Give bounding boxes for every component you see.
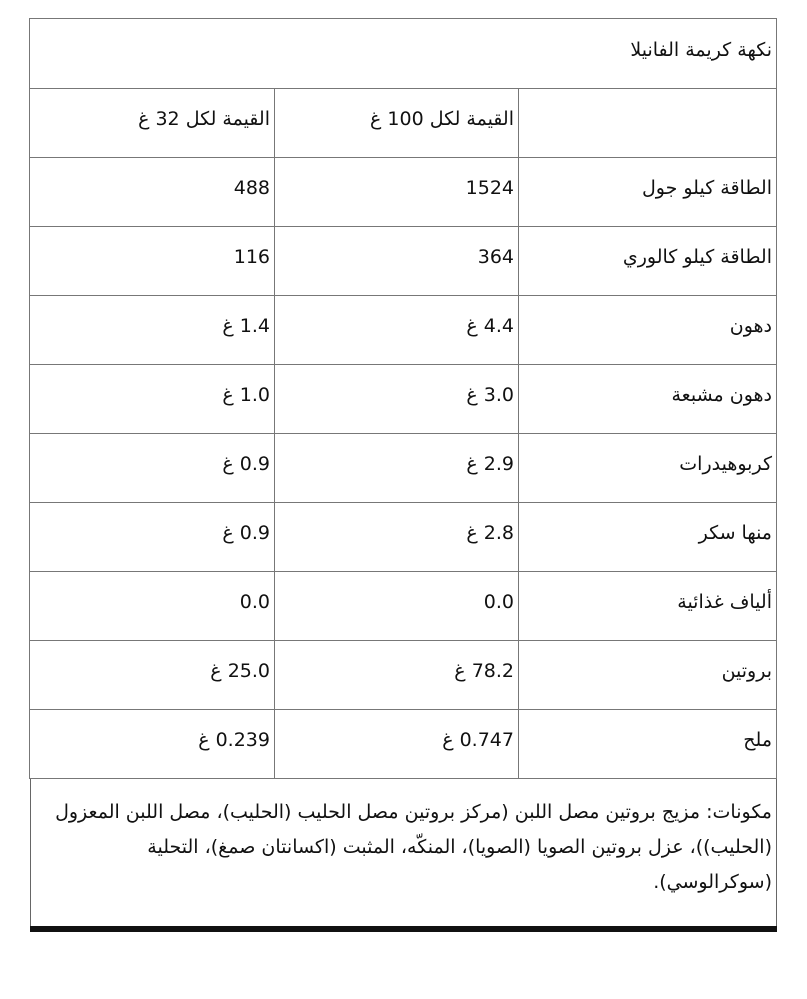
nutrition-table (29, 18, 777, 779)
value-per-100: 78.2 غ (275, 641, 519, 710)
value-per-32: 25.0 غ (29, 641, 274, 710)
value-per-32: 0.239 غ (29, 710, 274, 779)
product-title: نكهة كريمة الفانيلا (29, 19, 776, 89)
value-per-100: 2.9 غ (275, 434, 519, 503)
table-row (29, 572, 776, 641)
value-per-100: 4.4 غ (275, 296, 519, 365)
value-per-32: 0.0 (29, 572, 274, 641)
value-per-32: 0.9 غ (29, 503, 274, 572)
title-row (29, 19, 776, 89)
table-row (29, 158, 776, 227)
header-per-100: القيمة لكل 100 غ (275, 89, 519, 158)
value-per-100: 0.747 غ (275, 710, 519, 779)
table-row (29, 227, 776, 296)
value-per-32: 1.4 غ (29, 296, 274, 365)
value-per-100: 1524 (275, 158, 519, 227)
value-per-100: 0.0 (275, 572, 519, 641)
value-per-100: 3.0 غ (275, 365, 519, 434)
header-per-32: القيمة لكل 32 غ (29, 89, 274, 158)
value-per-100: 364 (275, 227, 519, 296)
table-row (29, 434, 776, 503)
table-row (29, 710, 776, 779)
nutrition-sheet (30, 18, 777, 932)
header-nutrient (519, 89, 777, 158)
value-per-32: 488 (29, 158, 274, 227)
header-row (29, 89, 776, 158)
nutrient-name: دهون مشبعة (519, 365, 777, 434)
value-per-32: 1.0 غ (29, 365, 274, 434)
nutrient-name: ألياف غذائية (519, 572, 777, 641)
bottom-divider (30, 926, 777, 932)
table-row (29, 296, 776, 365)
nutrient-name: ملح (519, 710, 777, 779)
nutrient-name: منها سكر (519, 503, 777, 572)
value-per-32: 0.9 غ (29, 434, 274, 503)
value-per-100: 2.8 غ (275, 503, 519, 572)
value-per-32: 116 (29, 227, 274, 296)
table-row (29, 641, 776, 710)
nutrient-name: كربوهيدرات (519, 434, 777, 503)
nutrient-name: الطاقة كيلو جول (519, 158, 777, 227)
table-row (29, 503, 776, 572)
nutrient-name: الطاقة كيلو كالوري (519, 227, 777, 296)
nutrient-name: بروتين (519, 641, 777, 710)
table-row (29, 365, 776, 434)
nutrient-name: دهون (519, 296, 777, 365)
ingredients-text: مكونات: مزيج بروتين مصل اللبن (مركز بروتين مصل الحليب (الحليب)، مصل اللبن المعزول (الحليب))، عزل بروتين الصويا (الصويا)، المنكّه، المثبت (اكسانتان صمغ)، التحلية (سوكرالوسي). (30, 779, 777, 926)
